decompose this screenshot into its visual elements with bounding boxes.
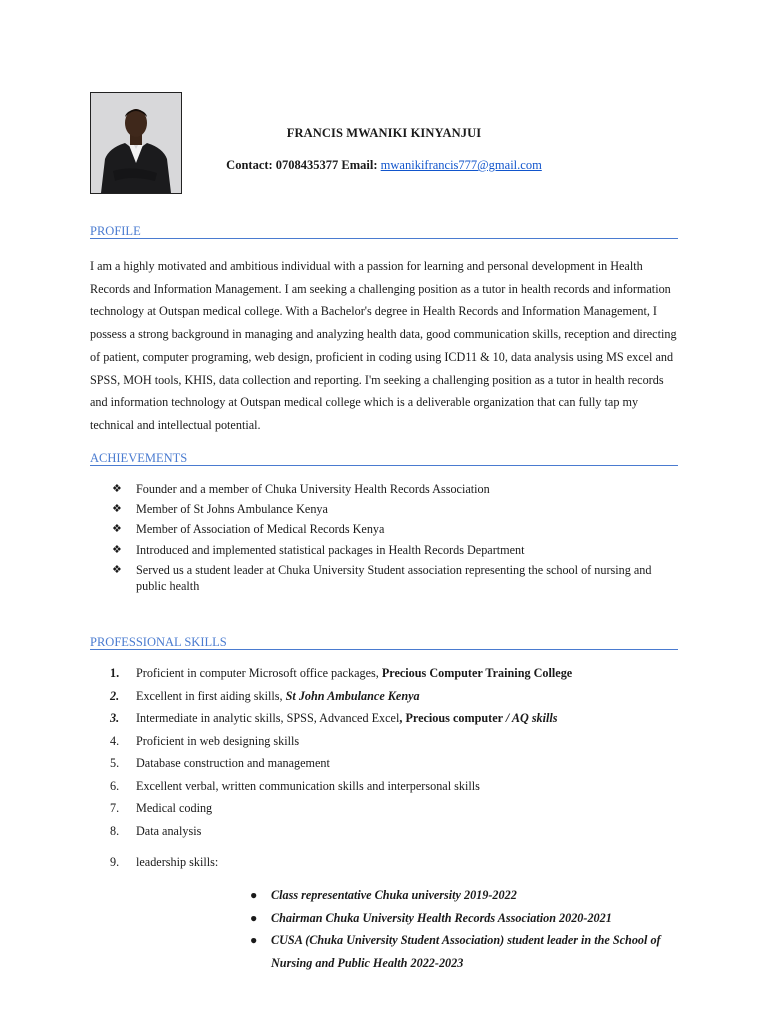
contact-label: Contact: 0708435377 Email: (226, 158, 381, 172)
achievement-text: Founder and a member of Chuka University Health Records Association (136, 482, 490, 496)
list-item (110, 688, 680, 711)
leadership-text: CUSA (Chuka University Student Association) student leader in the School of Nursing and Public Health 2022-2023 (271, 933, 661, 970)
profile-photo (90, 92, 182, 194)
email-link[interactable]: mwanikifrancis777@gmail.com (380, 158, 542, 172)
list-item (110, 665, 680, 688)
profile-text: I am a highly motivated and ambitious individual with a passion for learning and personal development in Health Records and Information Management. I am seeking a challenging position as a tutor in health records and information technology at Outspan medical college. With a Bachelor's degree in Health Records and Information Management, I possess a strong background in managing and analyzing health data, good communication skills, reception and directing of patient, computer programing, web design, proficient in coding using ICD11 & 10, data analysis using MS excel and SPSS, MOH tools, KHIS, data collection and reporting. I'm seeking a challenging position as a tutor in health records and information technology at Outspan medical college which is a deliverable organization that can fully tap my technical and intellectual potential. (90, 259, 677, 432)
skill-emphasis: Precious Computer Training College (381, 666, 573, 680)
list-number: 7. (110, 801, 120, 815)
skill-emphasis-italic: / AQ skills (505, 711, 558, 725)
achievements-heading: ACHIEVEMENTS (90, 451, 678, 466)
round-bullet-icon: ● (250, 910, 258, 925)
list-number: 4. (110, 733, 120, 748)
round-bullet-icon: ● (250, 933, 258, 947)
skills-heading: PROFESSIONAL SKILLS (90, 635, 678, 650)
round-bullet-icon: ● (250, 888, 258, 902)
list-item (249, 929, 681, 974)
list-number: 3. (110, 711, 120, 725)
skill-text: Database construction and management (136, 756, 330, 770)
achievement-text: Member of Association of Medical Records Kenya (136, 522, 385, 537)
list-number: 5. (110, 756, 120, 770)
skill-text: Excellent verbal, written communication skills and interpersonal skills (136, 778, 480, 793)
list-item (110, 800, 680, 823)
list-number: 1. (110, 666, 120, 680)
list-item (110, 755, 680, 778)
diamond-bullet-icon: ❖ (112, 543, 122, 556)
skill-emphasis: St John Ambulance Kenya (285, 688, 420, 703)
diamond-bullet-icon: ❖ (112, 503, 122, 516)
list-item (110, 733, 680, 756)
list-number: 8. (110, 823, 120, 838)
skill-text: Excellent in first aiding skills, (136, 688, 286, 703)
leadership-text: Chairman Chuka University Health Records Association 2020-2021 (271, 910, 612, 925)
candidate-name: FRANCIS MWANIKI KINYANJUI (286, 126, 482, 140)
diamond-bullet-icon: ❖ (112, 483, 122, 495)
skill-text: Intermediate in analytic skills, SPSS, Advanced Excel (136, 711, 400, 725)
list-number: 9. (110, 855, 120, 869)
list-item (249, 884, 681, 907)
list-item (112, 562, 682, 594)
skill-text: Medical coding (136, 801, 213, 815)
skill-emphasis: , Precious computer (399, 711, 506, 725)
leadership-text: Class representative Chuka university 2019-2022 (271, 888, 517, 902)
skill-text: Data analysis (136, 823, 202, 838)
list-item (112, 481, 682, 497)
profile-heading: PROFILE (90, 224, 678, 239)
list-item (110, 710, 680, 733)
list-item (110, 823, 680, 846)
skill-text: Proficient in computer Microsoft office packages, (136, 666, 382, 680)
skill-text: Proficient in web designing skills (136, 733, 300, 748)
achievement-text: Member of St Johns Ambulance Kenya (136, 502, 328, 517)
leadership-list (249, 884, 681, 974)
contact-line (0, 158, 768, 173)
list-item (110, 854, 680, 877)
list-item (112, 521, 682, 537)
skill-text: leadership skills: (136, 855, 219, 869)
diamond-bullet-icon: ❖ (112, 523, 122, 536)
list-item (112, 501, 682, 517)
skills-list (110, 665, 680, 877)
list-number: 6. (110, 778, 120, 793)
list-number: 2. (110, 688, 120, 703)
list-item (112, 542, 682, 558)
achievement-text: Introduced and implemented statistical packages in Health Records Department (136, 542, 525, 557)
list-item (110, 778, 680, 801)
diamond-bullet-icon: ❖ (112, 563, 122, 576)
achievements-list (112, 481, 682, 598)
list-item (249, 907, 681, 930)
achievement-text: Served us a student leader at Chuka University Student association representing the school of nursing and public health (136, 562, 652, 593)
